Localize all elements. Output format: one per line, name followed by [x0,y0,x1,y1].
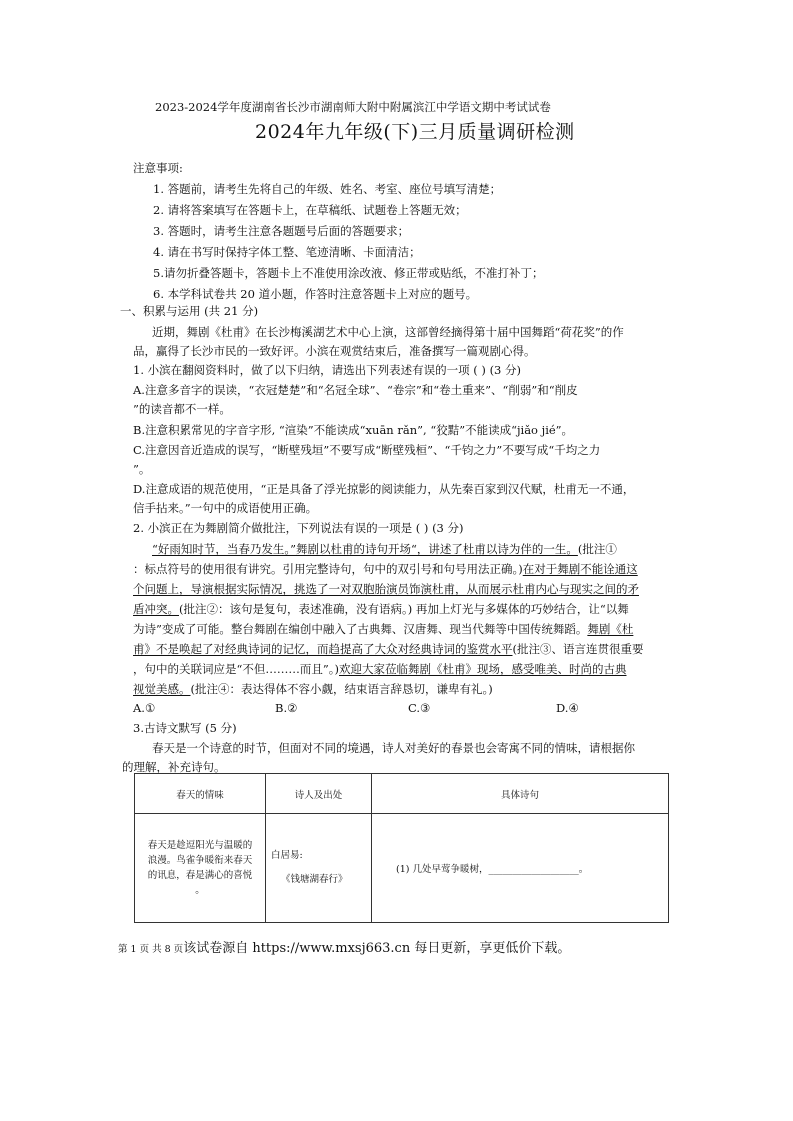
verse-cell [372,814,669,923]
poet-name: 白居易: [271,850,303,861]
q1-option-d: D.注意成语的规范使用，“正是具备了浮光掠影的阅读能力，从先秦百家到汉代赋，杜甫无一不通， [133,482,635,496]
exam-subtitle: 2023-2024学年度湖南省长沙市湖南师大附中附属滨江中学语文期中考试试卷 [155,100,551,114]
annotated-sentence-3: 舞剧《杜 [587,622,634,636]
poet-source-cell [266,814,372,923]
mood-line: 的讯息，春是满心的喜悦 [147,870,253,881]
section-heading: 一、积累与运用 (共 21 分) [120,304,259,318]
mood-line: 春天是趁逗阳光与温暖的 [147,840,253,851]
question-3-stem: 3.古诗文默写 (5 分) [133,721,237,735]
annotation-3: (批注③、语言连贯很重要 [512,642,644,656]
notice-item: 1. 答题前，请考生先将自己的年级、姓名、考室、座位号填写清楚； [153,182,502,196]
page-footer [118,937,570,956]
q2-option-c: C.③ [408,701,431,715]
q1-option-c-cont: ”。 [133,462,151,476]
q2-passage-line [152,541,617,557]
q1-option-d-cont: 信手拈来。”一句中的成语使用正确。 [133,501,318,515]
annotated-sentence-4-cont: 视觉美感。 [133,682,191,696]
page-number: 第 1 页 共 8 页 [118,944,184,955]
table-header: 具体诗句 [372,774,669,814]
table-header: 诗人及出处 [266,774,372,814]
notice-item: 4. 请在书写时保持字体工整、笔迹清晰、卡面清洁； [153,245,421,259]
notice-item: 5.请勿折叠答题卡，答题卡上不准使用涂改液、修正带或贴纸，不准打补丁； [153,266,544,280]
notice-item: 6. 本学科试卷共 20 道小题，作答时注意答题卡上对应的题号。 [153,287,478,301]
spring-mood-cell [135,814,266,923]
q2-option-b: B.② [275,701,298,715]
notice-item: 3. 答题时，请考生注意各题题号后面的答题要求； [153,224,410,238]
annotation-1: (批注① [577,542,617,556]
annotation-1-cont: ：标点符号的使用很有讲究。引用完整诗句，句中的双引号和句号用法正确。) [133,562,523,576]
question-1-stem: 1. 小滨在翻阅资料时，做了以下归纳，请选出下列表述有误的一项 ( ) (3 分) [133,363,522,377]
question-2-stem: 2. 小滨正在为舞剧简介做批注，下列说法有误的一项是 ( ) (3 分) [133,521,464,535]
verse-fill-blank: (1) 几处早莺争暖树，___________________。 [396,864,589,875]
annotated-sentence-2-cont: 个问题上，导演根据实际情况，挑选了一对双胞胎演员饰演杜甫，从而展示杜甫内心与现实之间的矛 [133,582,639,596]
mood-line: 浪漫。鸟雀争暖衔来春天 [147,855,253,866]
q2-option-d: D.④ [556,701,579,715]
q2-passage-line [133,601,629,617]
q1-option-c: C.注意因音近造成的误写，“断壁残垣”不要写成“断壁残桓”、“千钧之力”不要写成“千均之力 [133,443,601,457]
q2-option-a: A.① [133,701,156,715]
annotation-4: (批注④：表达得体不容小觑，结束语言辞恳切，谦卑有礼。) [190,682,493,696]
annotated-sentence-3-cont: 甫》不是唤起了对经典诗词的记忆，而趋提高了大众对经典诗词的鉴赏水平 [133,642,513,656]
notice-heading: 注意事项: [133,161,183,175]
notice-item: 2. 请将答案填写在答题卡上，在草稿纸、试题卷上答题无效； [153,203,467,217]
q1-option-a-cont: ”的读音都不一样。 [133,402,231,416]
q3-intro: 春天是一个诗意的时节，但面对不同的境遇，诗人对美好的春景也会寄寓不同的情味，请根据你 [152,741,635,755]
table-header: 春天的情味 [135,774,266,814]
section-intro: 近期，舞剧《杜甫》在长沙梅溪湖艺术中心上演，这部曾经摘得第十届中国舞蹈“荷花奖”的作 [152,325,624,339]
poem-title: 《钱塘湖春行》 [281,874,348,885]
q2-passage-line [133,641,644,657]
q3-intro-cont: 的理解，补充诗句。 [122,760,226,774]
annotation-2: (批注②：该句是复句，表述准确，没有语病。) 再加上灯光与多媒体的巧妙结合，让“以舞 [179,602,629,616]
poem-table [134,773,669,923]
annotated-sentence-2: 在对于舞剧不能诠通这 [522,562,638,576]
q1-option-a: A.注意多音字的误读，“衣冠楚楚”和“名冠全球”、“卷宗”和“卷土重来”、“削弱”和“削皮 [133,383,578,397]
annotated-sentence-1: “好雨知时节，当春乃发生。”舞剧以杜甫的诗句开场“，讲述了杜甫以诗为伴的一生。 [152,542,578,556]
section-intro: 品，赢得了长沙市民的一致好评。小滨在观赏结束后，准备撰写一篇观剧心得。 [133,344,536,358]
passage-text: 为诗”变成了可能。整台舞剧在编创中融入了古典舞、汉唐舞、现当代舞等中国传统舞蹈。 [133,622,588,636]
q2-passage-line [133,681,493,697]
source-note: 该试卷源自 https://www.mxsj663.cn 每日更新，享更低价下载。 [183,941,571,956]
annotated-sentence-4: 欢迎大家莅临舞剧《杜甫》现场，感受唯美、时尚的古典 [339,662,627,676]
q2-passage-line [133,561,638,577]
q2-passage-line [133,621,633,637]
mood-line: 。 [195,885,205,896]
exam-title: 2024年九年级(下)三月质量调研检测 [255,121,575,143]
annotated-sentence-2-end: 盾冲突。 [133,602,179,616]
q1-option-b: B.注意积累常见的字音字形, “渲染”不能读成“xuān rǎn”, “狡黠”不能读成“jiǎo jié”。 [133,423,574,437]
annotation-3-cont: ，句中的关联词应是“不但………而且”。) [133,662,339,676]
q2-passage-line [133,661,627,677]
